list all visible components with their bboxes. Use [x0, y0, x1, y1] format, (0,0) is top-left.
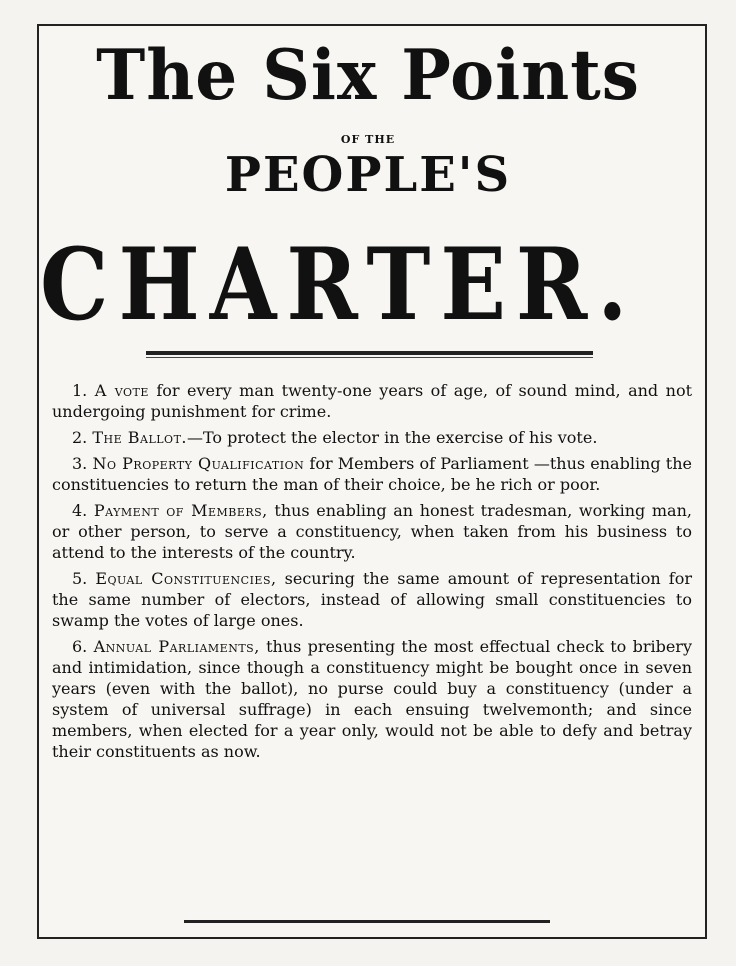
point-text: securing the same amount of representation for the same number of electors, instead of allowing small constituencies to swamp the votes of large ones. [52, 569, 692, 630]
point-number: 4. [72, 501, 88, 520]
point-text: for every man twenty-one years of age, of sound mind, and not undergoing punishment for crime. [52, 381, 693, 421]
bottom-divider [184, 920, 550, 923]
point-item [52, 380, 692, 422]
of-the-label: OF THE [340, 133, 396, 146]
point-lead: Annual Parliaments, [93, 637, 260, 656]
point-item [52, 636, 692, 762]
point-item [52, 427, 692, 448]
point-item [52, 500, 692, 563]
point-number: 2. [72, 428, 88, 447]
point-text: —To protect the elector in the exercise of his vote. [187, 428, 598, 447]
point-number: 6. [72, 637, 88, 656]
point-item [52, 453, 692, 495]
point-lead: Equal Constituencies, [95, 569, 277, 588]
point-text: for Members of Parliament —thus enabling the constituencies to return the man of their choice, be he rich or poor. [52, 454, 692, 494]
peoples-heading: PEOPLE'S [224, 147, 512, 203]
point-lead: Payment of Members, [93, 501, 268, 520]
points-list [52, 380, 692, 767]
point-number: 3. [72, 454, 88, 473]
point-text: thus presenting the most effectual check to bribery and intimidation, since though a constituency might be bought once in seven years (even with the ballot), no purse could buy a constituency (under a system of universal suffrage) in each ensuing twelvemonth; and since members, when elected for a year only, would not be able to defy and betray their constituents as now. [52, 637, 692, 761]
charter-heading: CHARTER. [40, 226, 638, 343]
point-text: thus enabling an honest tradesman, working man, or other person, to serve a constituency, when taken from his business to attend to the interests of the country. [52, 501, 692, 562]
point-lead: No Property Qualification [92, 454, 305, 473]
point-lead: The Ballot. [92, 428, 187, 447]
point-item [52, 568, 692, 631]
point-number: 1. [72, 381, 88, 400]
point-lead: A vote [94, 381, 149, 400]
poster-title: The Six Points [96, 34, 640, 116]
point-number: 5. [72, 569, 88, 588]
top-divider [146, 351, 593, 355]
